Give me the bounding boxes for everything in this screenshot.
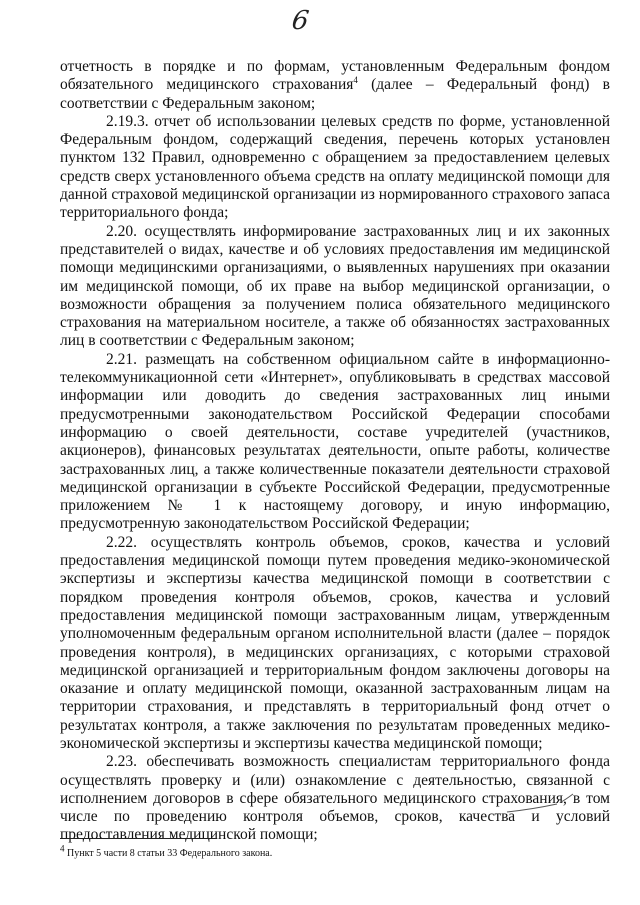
paragraph-text: отчетность в порядке и по формам, установленным Федеральным фондом обязательного медицинского страхования <box>60 58 610 94</box>
footnote-text: Пункт 5 части 8 статьи 33 Федерального закона. <box>64 848 273 859</box>
paragraph-2-19-3: 2.19.3. отчет об использовании целевых средств по форме, установленной Федеральным фондом, содержащий сведения, перечень которых установлен пунктом 132 Правил, одновременно с обращением за предоставлением целевых средств сверх установленного объема средств на оплату медицинской помощи для данной страховой медицинской организации из нормированного страхового запаса территориального фонда; <box>60 112 610 222</box>
footnote <box>60 843 620 860</box>
document-body <box>60 58 610 845</box>
paragraph-2-22: 2.22. осуществлять контроль объемов, сроков, качества и условий предоставления медицинской помощи путем проведения медико-экономической экспертизы и экспертизы качества медицинской помощи в соответствии с порядком проведения контроля объемов, сроков, качества и условий предоставления медицинской помощи застрахованным лицам, утвержденным уполномоченным федеральным органом исполнительной власти (далее – порядок проведения контроля), в медицинских организациях, с которыми страховой медицинской организацией и территориальным фондом заключены договоры на оказание и оплату медицинской помощи, оказанной застрахованным лицам на территории страхования, и представлять в территориальный фонд отчет о результатах контроля, а также заключения по результатам проведенных медико-экономической экспертизы и экспертизы качества медицинской помощи; <box>60 533 610 752</box>
paragraph-continuation <box>60 58 610 113</box>
paragraph-2-23: 2.23. обеспечивать возможность специалистам территориального фонда осуществлять проверку и (или) ознакомление с деятельностью, связанной с исполнением договоров в сфере обязательного медицинского страхования, в том числе по проведению контроля объемов, сроков, качества и условий предоставления медицинской помощи; <box>60 753 610 844</box>
footnote-separator <box>60 838 217 839</box>
pen-mark-icon <box>505 788 575 818</box>
paragraph-2-20: 2.20. осуществлять информирование застрахованных лиц и их законных представителей о видах, качестве и об условиях предоставления им медицинской помощи медицинскими организациями, о выявленных нарушениях при оказании им медицинской помощи, об их праве на выбор медицинской организации, о возможности обращения за получением полиса обязательного медицинского страхования на материальном носителе, а также об обязанностях застрахованных лиц в соответствии с Федеральным законом; <box>60 222 610 350</box>
paragraph-text: (далее – Федеральный фонд) в соответствии с Федеральным законом; <box>60 76 610 112</box>
paragraph-2-21: 2.21. размещать на собственном официальном сайте в информационно-телекоммуникационной сети «Интернет», опубликовывать в средствах массовой информации или доводить до сведения застрахованных лиц иными предусмотренными законодательством Российской Федерации способами информацию о своей деятельности, составе учредителей (участников, акционеров), финансовых результатах деятельности, опыте работы, количестве застрахованных лиц, а также количественные показатели деятельности страховой медицинской организации в субъекте Российской Федерации, предусмотренные приложением № 1 к настоящему договору, и иную информацию, предусмотренную законодательством Российской Федерации; <box>60 350 610 533</box>
footnote-reference[interactable]: 4 <box>353 75 358 86</box>
footnote-marker: 4 <box>60 843 65 854</box>
page-number: 6 <box>289 6 311 36</box>
